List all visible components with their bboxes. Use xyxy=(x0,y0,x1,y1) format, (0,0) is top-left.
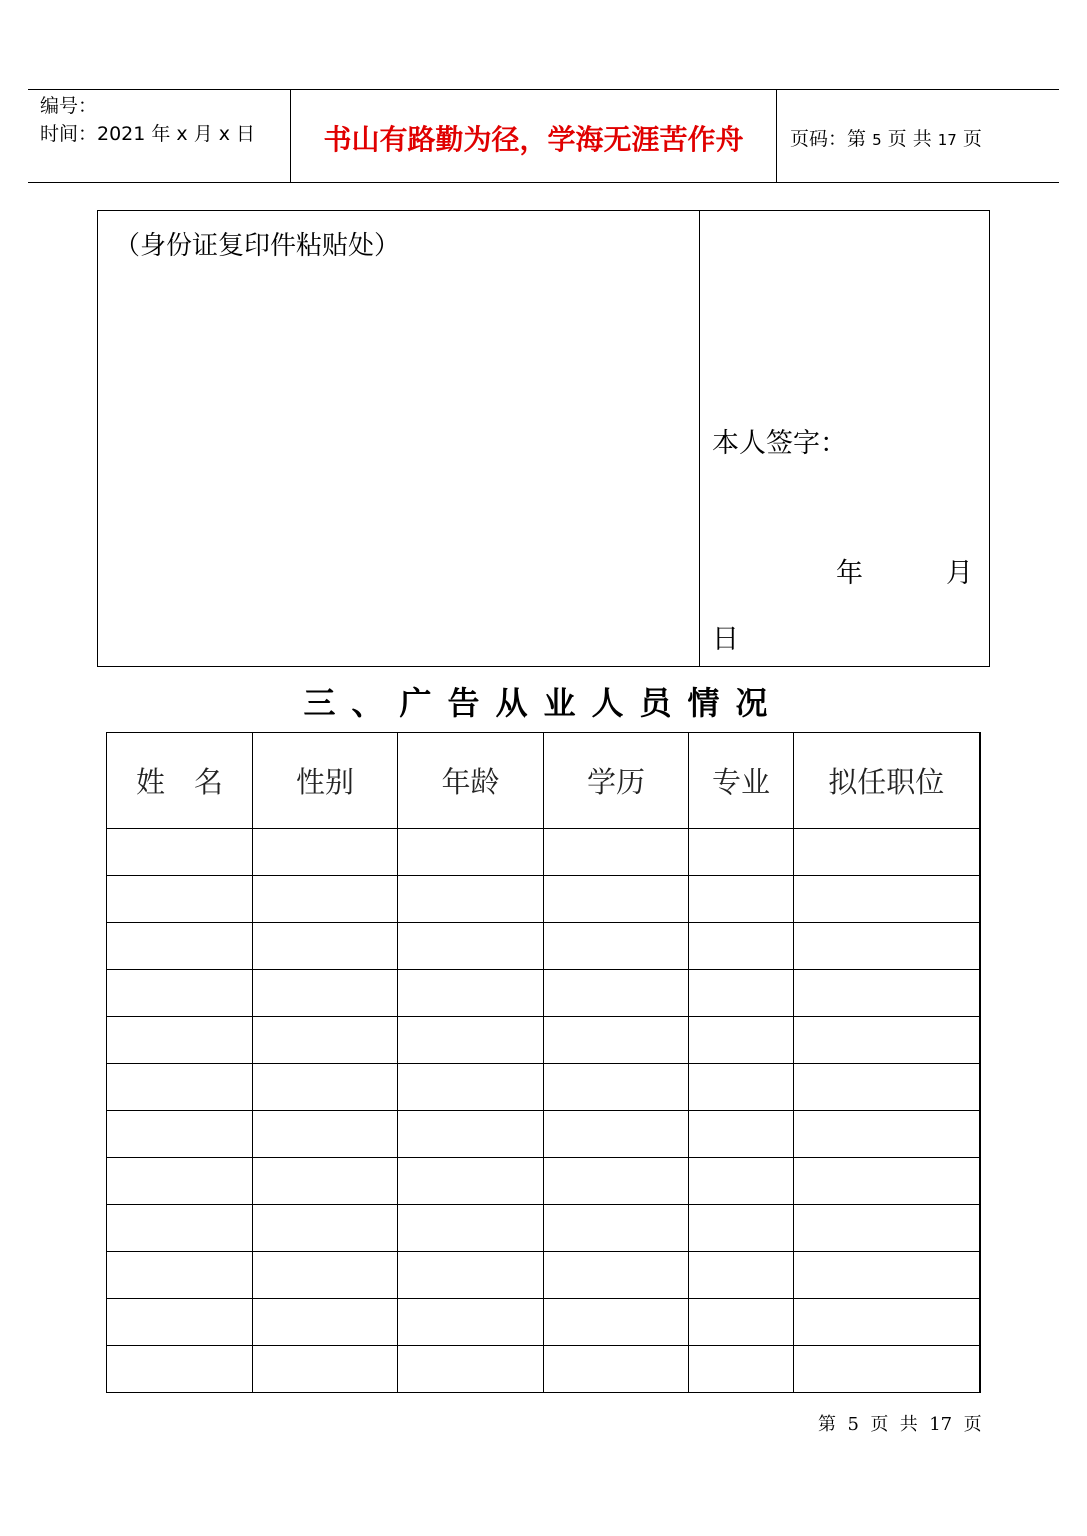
table-cell xyxy=(794,1299,980,1346)
table-cell xyxy=(107,1299,253,1346)
table-cell xyxy=(689,1346,794,1393)
page-current: 5 xyxy=(872,131,882,149)
document-time-label: 时间：2021 年 x 月 x 日 xyxy=(40,123,256,145)
table-cell xyxy=(794,829,980,876)
table-header-row xyxy=(107,733,980,829)
table-cell xyxy=(544,1064,689,1111)
table-cell xyxy=(398,1158,544,1205)
table-row xyxy=(107,829,980,876)
page-prefix: 页码：第 xyxy=(790,128,867,150)
table-cell xyxy=(253,1111,398,1158)
table-cell xyxy=(689,1064,794,1111)
table-cell xyxy=(689,829,794,876)
table-cell xyxy=(398,829,544,876)
date-year-label: 年 xyxy=(836,558,863,589)
date-day-label: 日 xyxy=(712,624,739,655)
table-row xyxy=(107,1064,980,1111)
table-cell xyxy=(794,1064,980,1111)
table-cell xyxy=(544,1017,689,1064)
table-cell xyxy=(689,876,794,923)
table-row xyxy=(107,1346,980,1393)
table-cell xyxy=(398,1346,544,1393)
table-cell xyxy=(398,1064,544,1111)
table-cell xyxy=(107,923,253,970)
table-row xyxy=(107,876,980,923)
table-cell xyxy=(794,1252,980,1299)
column-header-gender: 性别 xyxy=(253,733,398,829)
table-cell xyxy=(794,876,980,923)
table-cell xyxy=(398,1252,544,1299)
table-cell xyxy=(544,1111,689,1158)
id-paste-label: （身份证复印件粘贴处） xyxy=(114,231,401,261)
table-cell xyxy=(689,1158,794,1205)
table-cell xyxy=(689,1205,794,1252)
table-row xyxy=(107,1111,980,1158)
page-mid: 页 共 xyxy=(887,128,932,150)
table-cell xyxy=(398,1111,544,1158)
table-cell xyxy=(107,1346,253,1393)
table-cell xyxy=(544,1299,689,1346)
table-cell xyxy=(253,970,398,1017)
table-cell xyxy=(398,1017,544,1064)
table-cell xyxy=(253,829,398,876)
table-cell xyxy=(107,1205,253,1252)
column-header-major: 专业 xyxy=(689,733,794,829)
table-cell xyxy=(253,1158,398,1205)
table-cell xyxy=(398,923,544,970)
table-cell xyxy=(544,829,689,876)
table-cell xyxy=(253,923,398,970)
table-cell xyxy=(107,970,253,1017)
table-row xyxy=(107,923,980,970)
table-cell xyxy=(107,1064,253,1111)
table-row xyxy=(107,1299,980,1346)
table-cell xyxy=(253,1017,398,1064)
table-cell xyxy=(107,1252,253,1299)
id-box-divider xyxy=(699,211,700,666)
page-total: 17 xyxy=(937,131,957,149)
table-cell xyxy=(398,1299,544,1346)
table-cell xyxy=(253,876,398,923)
table-row xyxy=(107,1158,980,1205)
table-cell xyxy=(794,923,980,970)
table-cell xyxy=(398,970,544,1017)
date-month-label: 月 xyxy=(946,558,973,589)
column-header-name: 姓 名 xyxy=(107,733,253,829)
table-cell xyxy=(107,1017,253,1064)
table-cell xyxy=(794,1158,980,1205)
table-cell xyxy=(107,876,253,923)
staff-table xyxy=(106,732,981,1393)
column-header-age: 年龄 xyxy=(398,733,544,829)
table-cell xyxy=(544,1252,689,1299)
table-cell xyxy=(794,970,980,1017)
document-number-label: 编号： xyxy=(40,95,98,117)
table-cell xyxy=(689,970,794,1017)
table-cell xyxy=(107,1158,253,1205)
table-row xyxy=(107,970,980,1017)
table-cell xyxy=(544,1346,689,1393)
page-header xyxy=(28,89,1059,183)
table-cell xyxy=(544,1205,689,1252)
table-cell xyxy=(689,1111,794,1158)
table-cell xyxy=(689,923,794,970)
table-cell xyxy=(253,1346,398,1393)
table-row xyxy=(107,1017,980,1064)
table-cell xyxy=(794,1346,980,1393)
table-cell xyxy=(544,970,689,1017)
table-cell xyxy=(253,1299,398,1346)
table-cell xyxy=(253,1064,398,1111)
table-cell xyxy=(794,1111,980,1158)
table-cell xyxy=(398,876,544,923)
table-cell xyxy=(107,829,253,876)
table-cell xyxy=(544,923,689,970)
column-header-education: 学历 xyxy=(544,733,689,829)
table-cell xyxy=(107,1111,253,1158)
table-cell xyxy=(794,1017,980,1064)
header-divider xyxy=(776,90,777,182)
header-meta xyxy=(40,92,255,148)
column-header-position: 拟任职位 xyxy=(794,733,980,829)
table-row xyxy=(107,1252,980,1299)
id-card-box xyxy=(97,210,990,667)
table-cell xyxy=(253,1252,398,1299)
table-cell xyxy=(794,1205,980,1252)
page-suffix: 页 xyxy=(962,128,982,150)
table-row xyxy=(107,1205,980,1252)
table-cell xyxy=(398,1205,544,1252)
table-cell xyxy=(689,1017,794,1064)
section-title: 三、广告从业人员情况 xyxy=(303,684,784,722)
table-cell xyxy=(544,876,689,923)
header-motto: 书山有路勤为径，学海无涯苦作舟 xyxy=(323,123,744,156)
header-page-info xyxy=(790,124,982,151)
table-cell xyxy=(689,1299,794,1346)
table-cell xyxy=(253,1205,398,1252)
table-cell xyxy=(544,1158,689,1205)
signature-label: 本人签字： xyxy=(712,428,847,459)
table-cell xyxy=(689,1252,794,1299)
staff-table-body xyxy=(107,829,980,1393)
page-footer: 第 5 页 共 17 页 xyxy=(818,1414,982,1435)
